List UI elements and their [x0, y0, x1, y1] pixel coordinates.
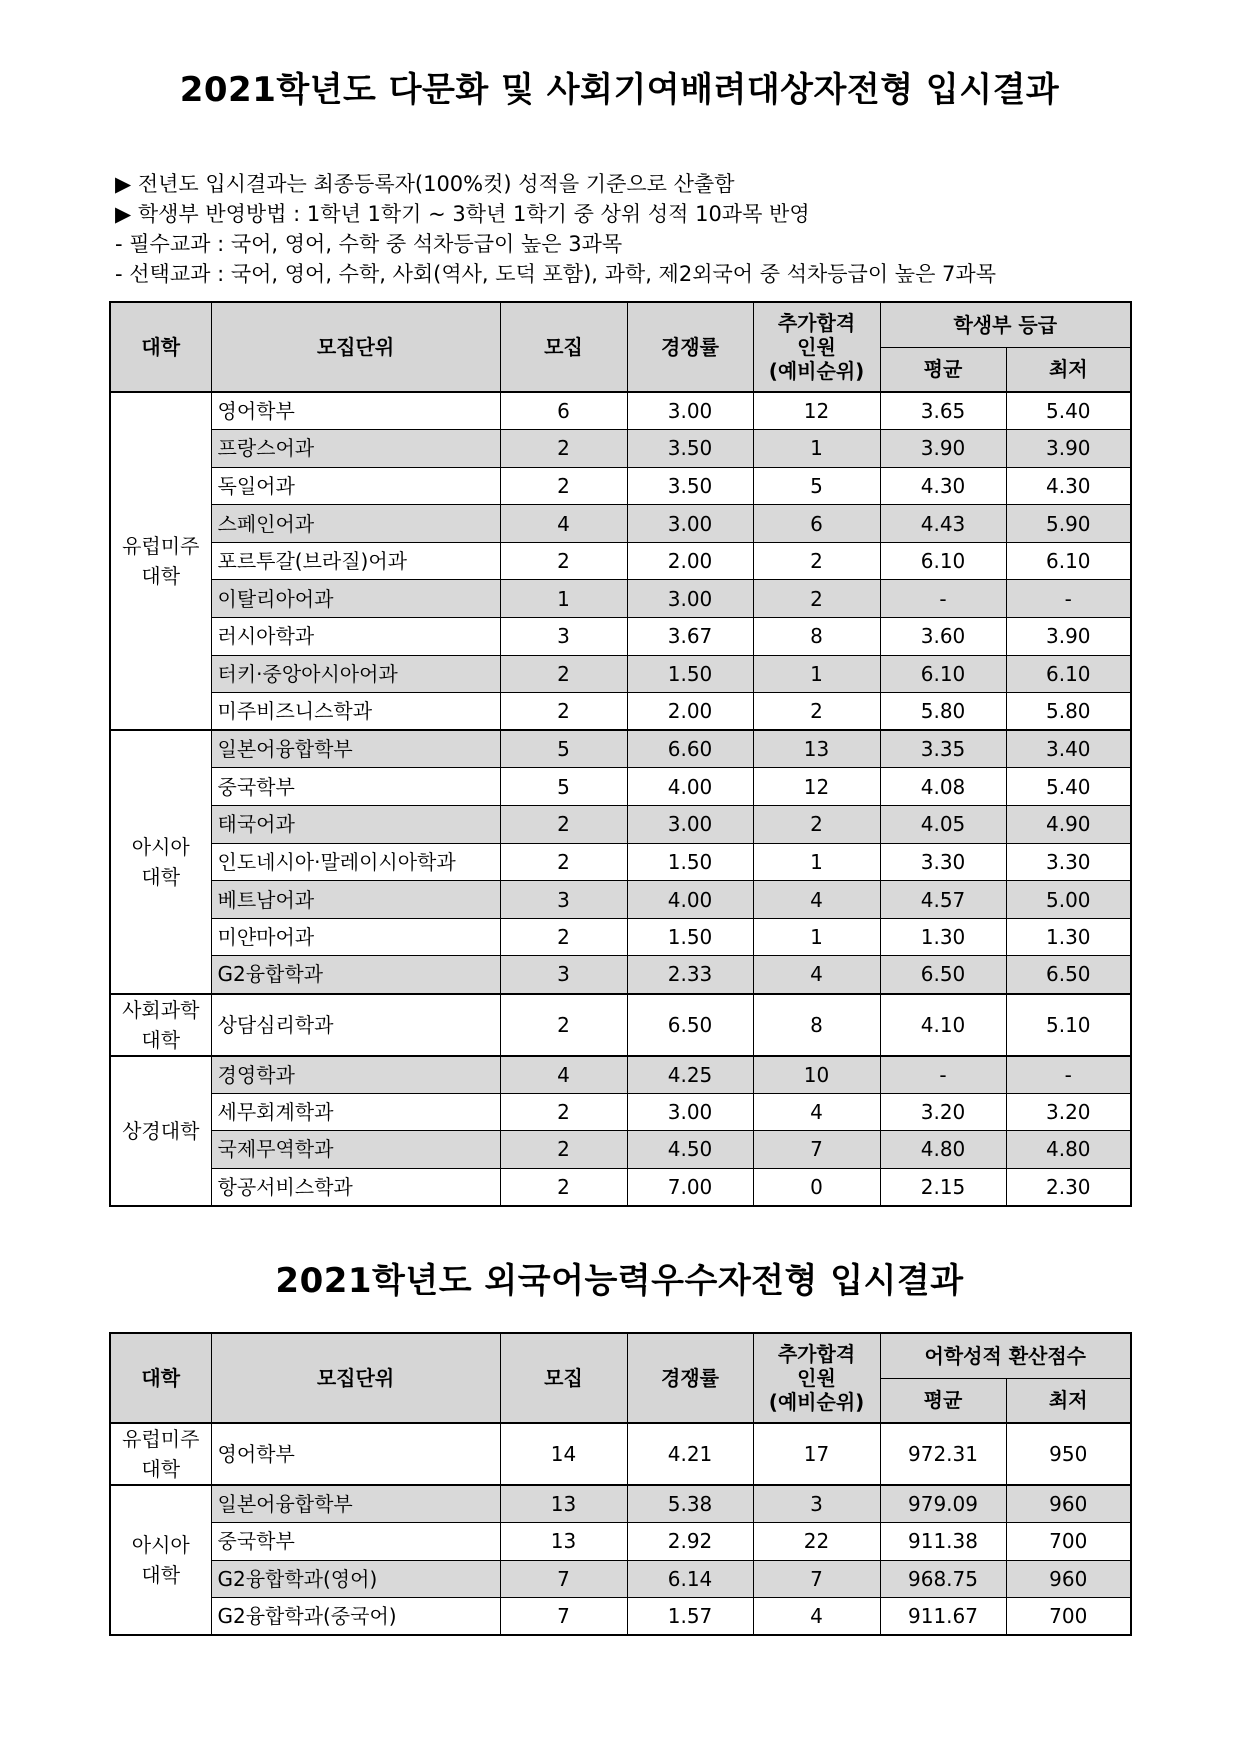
college-cell	[110, 392, 211, 730]
cell-extra: 7	[753, 1560, 880, 1598]
header-extra-line3: (예비순위)	[768, 359, 865, 383]
cell-quota: 2	[500, 542, 627, 580]
cell-unit: 인도네시아·말레이시아학과	[211, 843, 500, 881]
header-quota: 모집	[500, 302, 627, 392]
section-title: 2021학년도 외국어능력우수자전형 입시결과	[275, 1261, 964, 1301]
cell-ratio: 3.00	[627, 580, 753, 618]
cell-quota: 5	[500, 730, 627, 768]
cell-min: 960	[1006, 1560, 1131, 1598]
cell-quota: 2	[500, 918, 627, 956]
cell-ratio: 4.25	[627, 1056, 753, 1094]
table-row	[110, 1423, 1131, 1485]
cell-avg: 4.05	[880, 806, 1006, 844]
header-college: 대학	[110, 1333, 211, 1423]
table-row	[110, 655, 1131, 693]
cell-unit: 터키·중앙아시아어과	[211, 655, 500, 693]
cell-ratio: 3.50	[627, 430, 753, 468]
table-row	[110, 806, 1131, 844]
cell-quota: 2	[500, 1168, 627, 1206]
cell-extra: 8	[753, 618, 880, 656]
cell-quota: 1	[500, 580, 627, 618]
cell-ratio: 1.50	[627, 918, 753, 956]
header-extra-line1: 추가합격	[777, 311, 856, 335]
cell-quota: 4	[500, 1056, 627, 1094]
college-name-line2: 대학	[141, 1027, 181, 1052]
cell-unit: 러시아학과	[211, 618, 500, 656]
admission-results-table-2	[109, 1332, 1132, 1636]
cell-min: -	[1006, 1056, 1131, 1094]
cell-ratio: 4.00	[627, 881, 753, 919]
college-name-line1: 사회과학	[122, 997, 200, 1022]
cell-min: 1.30	[1006, 918, 1131, 956]
cell-avg: 3.90	[880, 430, 1006, 468]
table-row	[110, 994, 1131, 1056]
cell-unit: 영어학부	[211, 392, 500, 430]
header-avg: 평균	[880, 347, 1006, 392]
note-item: ▶ 학생부 반영방법 : 1학년 1학기 ~ 3학년 1학기 중 상위 성적 10과목 반영	[115, 202, 810, 226]
header-extra	[753, 302, 880, 392]
cell-min: 4.30	[1006, 467, 1131, 505]
cell-min: 6.10	[1006, 542, 1131, 580]
cell-extra: 1	[753, 430, 880, 468]
cell-quota: 3	[500, 956, 627, 994]
college-name-line1: 유럽미주	[122, 534, 200, 559]
cell-extra: 2	[753, 542, 880, 580]
cell-min: 2.30	[1006, 1168, 1131, 1206]
table-row	[110, 843, 1131, 881]
cell-avg: 4.08	[880, 768, 1006, 806]
header-unit: 모집단위	[211, 302, 500, 392]
cell-unit: 중국학부	[211, 768, 500, 806]
header-extra-line1: 추가합격	[777, 1342, 856, 1366]
cell-quota: 2	[500, 806, 627, 844]
cell-ratio: 6.50	[627, 994, 753, 1056]
cell-extra: 22	[753, 1523, 880, 1561]
table-row	[110, 693, 1131, 731]
cell-extra: 12	[753, 392, 880, 430]
college-name-line2: 대학	[141, 564, 181, 589]
cell-ratio: 4.50	[627, 1131, 753, 1169]
cell-avg: 6.10	[880, 542, 1006, 580]
cell-unit: G2융합학과(영어)	[211, 1560, 500, 1598]
cell-extra: 1	[753, 843, 880, 881]
cell-ratio: 3.00	[627, 806, 753, 844]
college-name-line1: 유럽미주	[122, 1427, 200, 1451]
cell-ratio: 1.57	[627, 1598, 753, 1636]
header-quota: 모집	[500, 1333, 627, 1423]
table-row	[110, 1560, 1131, 1598]
college-name-line2: 대학	[141, 1563, 181, 1587]
cell-ratio: 5.38	[627, 1485, 753, 1523]
cell-ratio: 3.00	[627, 1093, 753, 1131]
cell-unit: 포르투갈(브라질)어과	[211, 542, 500, 580]
cell-avg: -	[880, 1056, 1006, 1094]
cell-ratio: 2.00	[627, 693, 753, 731]
cell-avg: 968.75	[880, 1560, 1006, 1598]
cell-avg: 4.57	[880, 881, 1006, 919]
college-name-line1: 아시아	[131, 1533, 190, 1557]
cell-unit: G2융합학과(중국어)	[211, 1598, 500, 1636]
cell-unit: 미얀마어과	[211, 918, 500, 956]
college-cell	[110, 994, 211, 1056]
cell-extra: 10	[753, 1056, 880, 1094]
table-row	[110, 730, 1131, 768]
cell-min: 4.90	[1006, 806, 1131, 844]
cell-extra: 4	[753, 1598, 880, 1636]
cell-extra: 13	[753, 730, 880, 768]
college-cell	[110, 1485, 211, 1635]
cell-ratio: 7.00	[627, 1168, 753, 1206]
cell-quota: 13	[500, 1523, 627, 1561]
table-row	[110, 1598, 1131, 1636]
cell-quota: 2	[500, 1093, 627, 1131]
cell-min: 3.90	[1006, 618, 1131, 656]
college-name-line2: 대학	[141, 864, 181, 889]
cell-avg: 4.80	[880, 1131, 1006, 1169]
cell-avg: 3.30	[880, 843, 1006, 881]
cell-extra: 1	[753, 918, 880, 956]
table-row	[110, 881, 1131, 919]
header-ratio: 경쟁률	[627, 1333, 753, 1423]
cell-avg: -	[880, 580, 1006, 618]
cell-avg: 3.20	[880, 1093, 1006, 1131]
cell-avg: 911.38	[880, 1523, 1006, 1561]
table-row	[110, 467, 1131, 505]
cell-unit: 스페인어과	[211, 505, 500, 543]
cell-min: 960	[1006, 1485, 1131, 1523]
cell-quota: 2	[500, 655, 627, 693]
cell-ratio: 4.21	[627, 1423, 753, 1485]
table-row	[110, 1485, 1131, 1523]
header-unit: 모집단위	[211, 1333, 500, 1423]
table-row	[110, 1056, 1131, 1094]
cell-ratio: 6.60	[627, 730, 753, 768]
table-row	[110, 956, 1131, 994]
header-min: 최저	[1006, 1378, 1131, 1423]
cell-ratio: 2.00	[627, 542, 753, 580]
cell-avg: 4.10	[880, 994, 1006, 1056]
cell-min: 5.40	[1006, 768, 1131, 806]
college-name-line2: 대학	[141, 1457, 181, 1481]
cell-unit: 프랑스어과	[211, 430, 500, 468]
cell-min: 700	[1006, 1598, 1131, 1636]
cell-unit: 경영학과	[211, 1056, 500, 1094]
cell-min: 700	[1006, 1523, 1131, 1561]
table-row	[110, 392, 1131, 430]
college-cell	[110, 1056, 211, 1206]
table-row	[110, 1523, 1131, 1561]
header-college: 대학	[110, 302, 211, 392]
cell-quota: 3	[500, 881, 627, 919]
cell-min: 5.80	[1006, 693, 1131, 731]
table-row	[110, 430, 1131, 468]
cell-extra: 1	[753, 655, 880, 693]
header-score: 어학성적 환산점수	[880, 1333, 1131, 1378]
table-row	[110, 1131, 1131, 1169]
cell-min: 6.50	[1006, 956, 1131, 994]
cell-quota: 2	[500, 843, 627, 881]
cell-min: 5.10	[1006, 994, 1131, 1056]
cell-ratio: 6.14	[627, 1560, 753, 1598]
cell-quota: 5	[500, 768, 627, 806]
cell-avg: 2.15	[880, 1168, 1006, 1206]
cell-quota: 2	[500, 430, 627, 468]
cell-ratio: 3.00	[627, 392, 753, 430]
cell-unit: 중국학부	[211, 1523, 500, 1561]
cell-quota: 2	[500, 994, 627, 1056]
cell-quota: 2	[500, 1131, 627, 1169]
cell-unit: G2융합학과	[211, 956, 500, 994]
cell-extra: 0	[753, 1168, 880, 1206]
cell-unit: 항공서비스학과	[211, 1168, 500, 1206]
college-name-line1: 아시아	[131, 834, 190, 859]
cell-ratio: 1.50	[627, 843, 753, 881]
cell-avg: 1.30	[880, 918, 1006, 956]
cell-extra: 7	[753, 1131, 880, 1169]
table-row	[110, 918, 1131, 956]
header-ratio: 경쟁률	[627, 302, 753, 392]
cell-quota: 3	[500, 618, 627, 656]
cell-extra: 5	[753, 467, 880, 505]
cell-extra: 12	[753, 768, 880, 806]
cell-avg: 979.09	[880, 1485, 1006, 1523]
cell-quota: 13	[500, 1485, 627, 1523]
cell-unit: 상담심리학과	[211, 994, 500, 1056]
page-title: 2021학년도 다문화 및 사회기여배려대상자전형 입시결과	[179, 70, 1060, 110]
cell-avg: 3.35	[880, 730, 1006, 768]
cell-quota: 7	[500, 1560, 627, 1598]
cell-unit: 영어학부	[211, 1423, 500, 1485]
cell-avg: 4.43	[880, 505, 1006, 543]
table-row	[110, 1093, 1131, 1131]
cell-extra: 4	[753, 1093, 880, 1131]
cell-quota: 14	[500, 1423, 627, 1485]
note-item: - 선택교과 : 국어, 영어, 수학, 사회(역사, 도덕 포함), 과학, 제2외국어 중 석차등급이 높은 7과목	[115, 262, 996, 286]
cell-avg: 6.50	[880, 956, 1006, 994]
college-cell	[110, 1423, 211, 1485]
cell-extra: 2	[753, 693, 880, 731]
header-extra-line2: 인원	[797, 1366, 836, 1390]
cell-unit: 독일어과	[211, 467, 500, 505]
cell-quota: 6	[500, 392, 627, 430]
table-row	[110, 1168, 1131, 1206]
notes-list	[115, 169, 996, 289]
cell-unit: 이탈리아어과	[211, 580, 500, 618]
cell-min: 3.20	[1006, 1093, 1131, 1131]
header-grade: 학생부 등급	[880, 302, 1131, 347]
cell-unit: 국제무역학과	[211, 1131, 500, 1169]
cell-quota: 2	[500, 467, 627, 505]
cell-min: 4.80	[1006, 1131, 1131, 1169]
admission-results-table-1	[109, 301, 1132, 1207]
note-item: - 필수교과 : 국어, 영어, 수학 중 석차등급이 높은 3과목	[115, 232, 623, 256]
college-name-line1: 상경대학	[122, 1118, 200, 1143]
table-row	[110, 505, 1131, 543]
cell-min: 5.40	[1006, 392, 1131, 430]
cell-extra: 4	[753, 956, 880, 994]
cell-avg: 3.60	[880, 618, 1006, 656]
cell-min: 3.40	[1006, 730, 1131, 768]
cell-extra: 17	[753, 1423, 880, 1485]
cell-avg: 911.67	[880, 1598, 1006, 1636]
header-avg: 평균	[880, 1378, 1006, 1423]
cell-ratio: 2.92	[627, 1523, 753, 1561]
cell-ratio: 4.00	[627, 768, 753, 806]
cell-quota: 4	[500, 505, 627, 543]
cell-min: 5.90	[1006, 505, 1131, 543]
table-row	[110, 618, 1131, 656]
college-cell	[110, 730, 211, 993]
cell-ratio: 3.67	[627, 618, 753, 656]
cell-unit: 태국어과	[211, 806, 500, 844]
header-extra	[753, 1333, 880, 1423]
cell-min: 3.90	[1006, 430, 1131, 468]
cell-min: 5.00	[1006, 881, 1131, 919]
cell-extra: 2	[753, 806, 880, 844]
cell-extra: 3	[753, 1485, 880, 1523]
cell-min: 950	[1006, 1423, 1131, 1485]
cell-ratio: 2.33	[627, 956, 753, 994]
cell-min: -	[1006, 580, 1131, 618]
note-item: ▶ 전년도 입시결과는 최종등록자(100%컷) 성적을 기준으로 산출함	[115, 172, 735, 196]
cell-unit: 일본어융합학부	[211, 1485, 500, 1523]
cell-avg: 4.30	[880, 467, 1006, 505]
table-row	[110, 580, 1131, 618]
cell-unit: 미주비즈니스학과	[211, 693, 500, 731]
cell-ratio: 3.50	[627, 467, 753, 505]
cell-unit: 베트남어과	[211, 881, 500, 919]
cell-avg: 972.31	[880, 1423, 1006, 1485]
cell-extra: 8	[753, 994, 880, 1056]
cell-min: 6.10	[1006, 655, 1131, 693]
cell-min: 3.30	[1006, 843, 1131, 881]
cell-unit: 세무회계학과	[211, 1093, 500, 1131]
cell-ratio: 1.50	[627, 655, 753, 693]
header-extra-line2: 인원	[797, 335, 836, 359]
cell-ratio: 3.00	[627, 505, 753, 543]
cell-extra: 2	[753, 580, 880, 618]
cell-extra: 6	[753, 505, 880, 543]
table-row	[110, 542, 1131, 580]
cell-avg: 3.65	[880, 392, 1006, 430]
cell-avg: 6.10	[880, 655, 1006, 693]
header-extra-line3: (예비순위)	[768, 1390, 865, 1414]
header-min: 최저	[1006, 347, 1131, 392]
cell-quota: 7	[500, 1598, 627, 1636]
cell-unit: 일본어융합학부	[211, 730, 500, 768]
cell-quota: 2	[500, 693, 627, 731]
cell-extra: 4	[753, 881, 880, 919]
cell-avg: 5.80	[880, 693, 1006, 731]
table-row	[110, 768, 1131, 806]
